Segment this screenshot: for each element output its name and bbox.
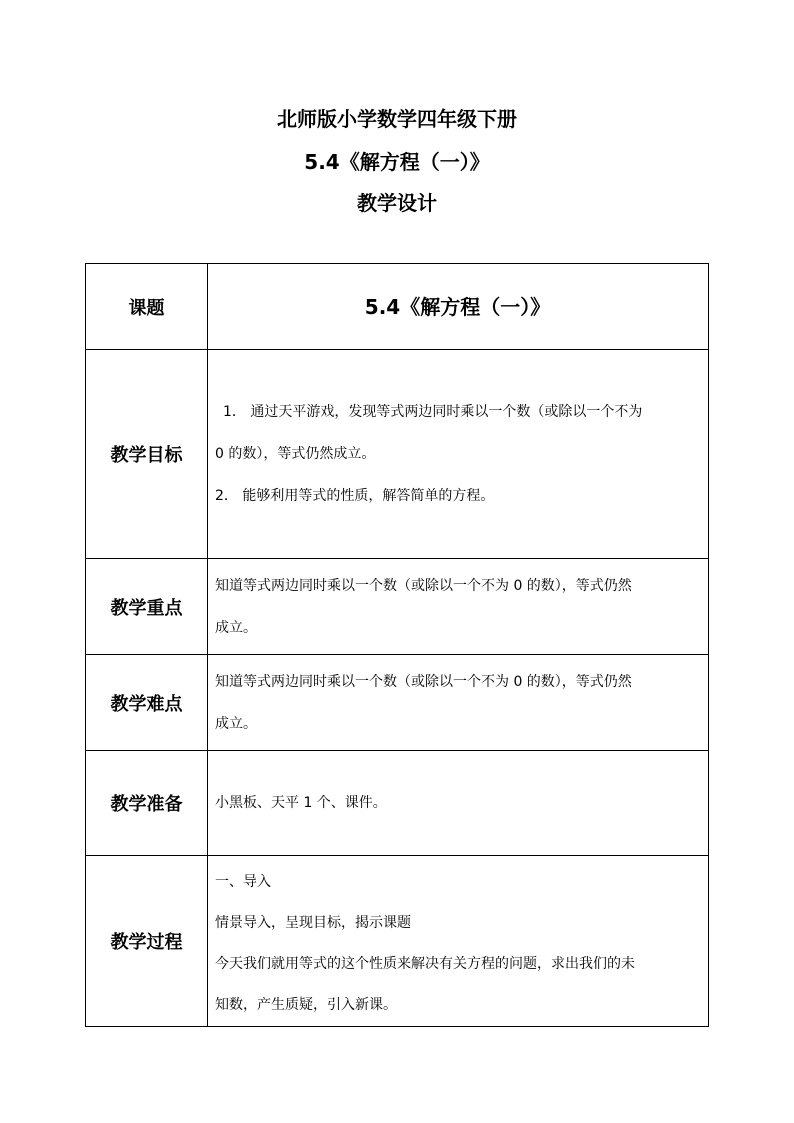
document-title: 北师版小学数学四年级下册 <box>277 107 517 131</box>
row-label-topic: 课题 <box>86 264 208 350</box>
key-points-line-2: 成立。 <box>215 619 257 636</box>
key-points-content <box>208 559 709 655</box>
process-line-4: 知数，产生质疑，引入新课。 <box>215 997 397 1013</box>
difficulties-line-1: 知道等式两边同时乘以一个数（或除以一个不为 0 的数），等式仍然 <box>215 673 632 690</box>
document-subtitle: 教学设计 <box>357 191 437 215</box>
preparation-line-1: 小黑板、天平 1 个、课件。 <box>215 795 387 811</box>
process-line-3: 今天我们就用等式的这个性质来解决有关方程的问题，求出我们的未 <box>215 956 635 972</box>
objective-line-2: 0 的数），等式仍然成立。 <box>215 446 376 462</box>
lesson-title: 5.4《解方程（一）》 <box>304 150 490 174</box>
row-label-key-points: 教学重点 <box>86 559 208 655</box>
process-line-2: 情景导入，呈现目标，揭示课题 <box>215 915 411 931</box>
process-line-1: 一、导入 <box>215 874 271 890</box>
row-label-process: 教学过程 <box>86 856 208 1027</box>
row-label-difficulties: 教学难点 <box>86 655 208 751</box>
objective-line-3: 2． 能够利用等式的性质，解答简单的方程。 <box>215 488 495 504</box>
row-label-preparation: 教学准备 <box>86 751 208 856</box>
topic-value: 5.4《解方程（一）》 <box>208 264 709 350</box>
objectives-content <box>208 350 709 559</box>
row-label-objectives: 教学目标 <box>86 350 208 559</box>
table-row-key-points <box>86 559 709 655</box>
lesson-plan-table <box>85 263 709 1027</box>
table-row-difficulties <box>86 655 709 751</box>
difficulties-content <box>208 655 709 751</box>
process-content <box>208 856 709 1027</box>
table-row-preparation <box>86 751 709 856</box>
preparation-content <box>208 751 709 856</box>
difficulties-line-2: 成立。 <box>215 715 257 732</box>
key-points-line-1: 知道等式两边同时乘以一个数（或除以一个不为 0 的数），等式仍然 <box>215 577 632 594</box>
objective-line-1: 1． 通过天平游戏，发现等式两边同时乘以一个数（或除以一个不为 <box>223 404 643 420</box>
table-row-objectives <box>86 350 709 559</box>
table-row-process <box>86 856 709 1027</box>
table-row-topic <box>86 264 709 350</box>
